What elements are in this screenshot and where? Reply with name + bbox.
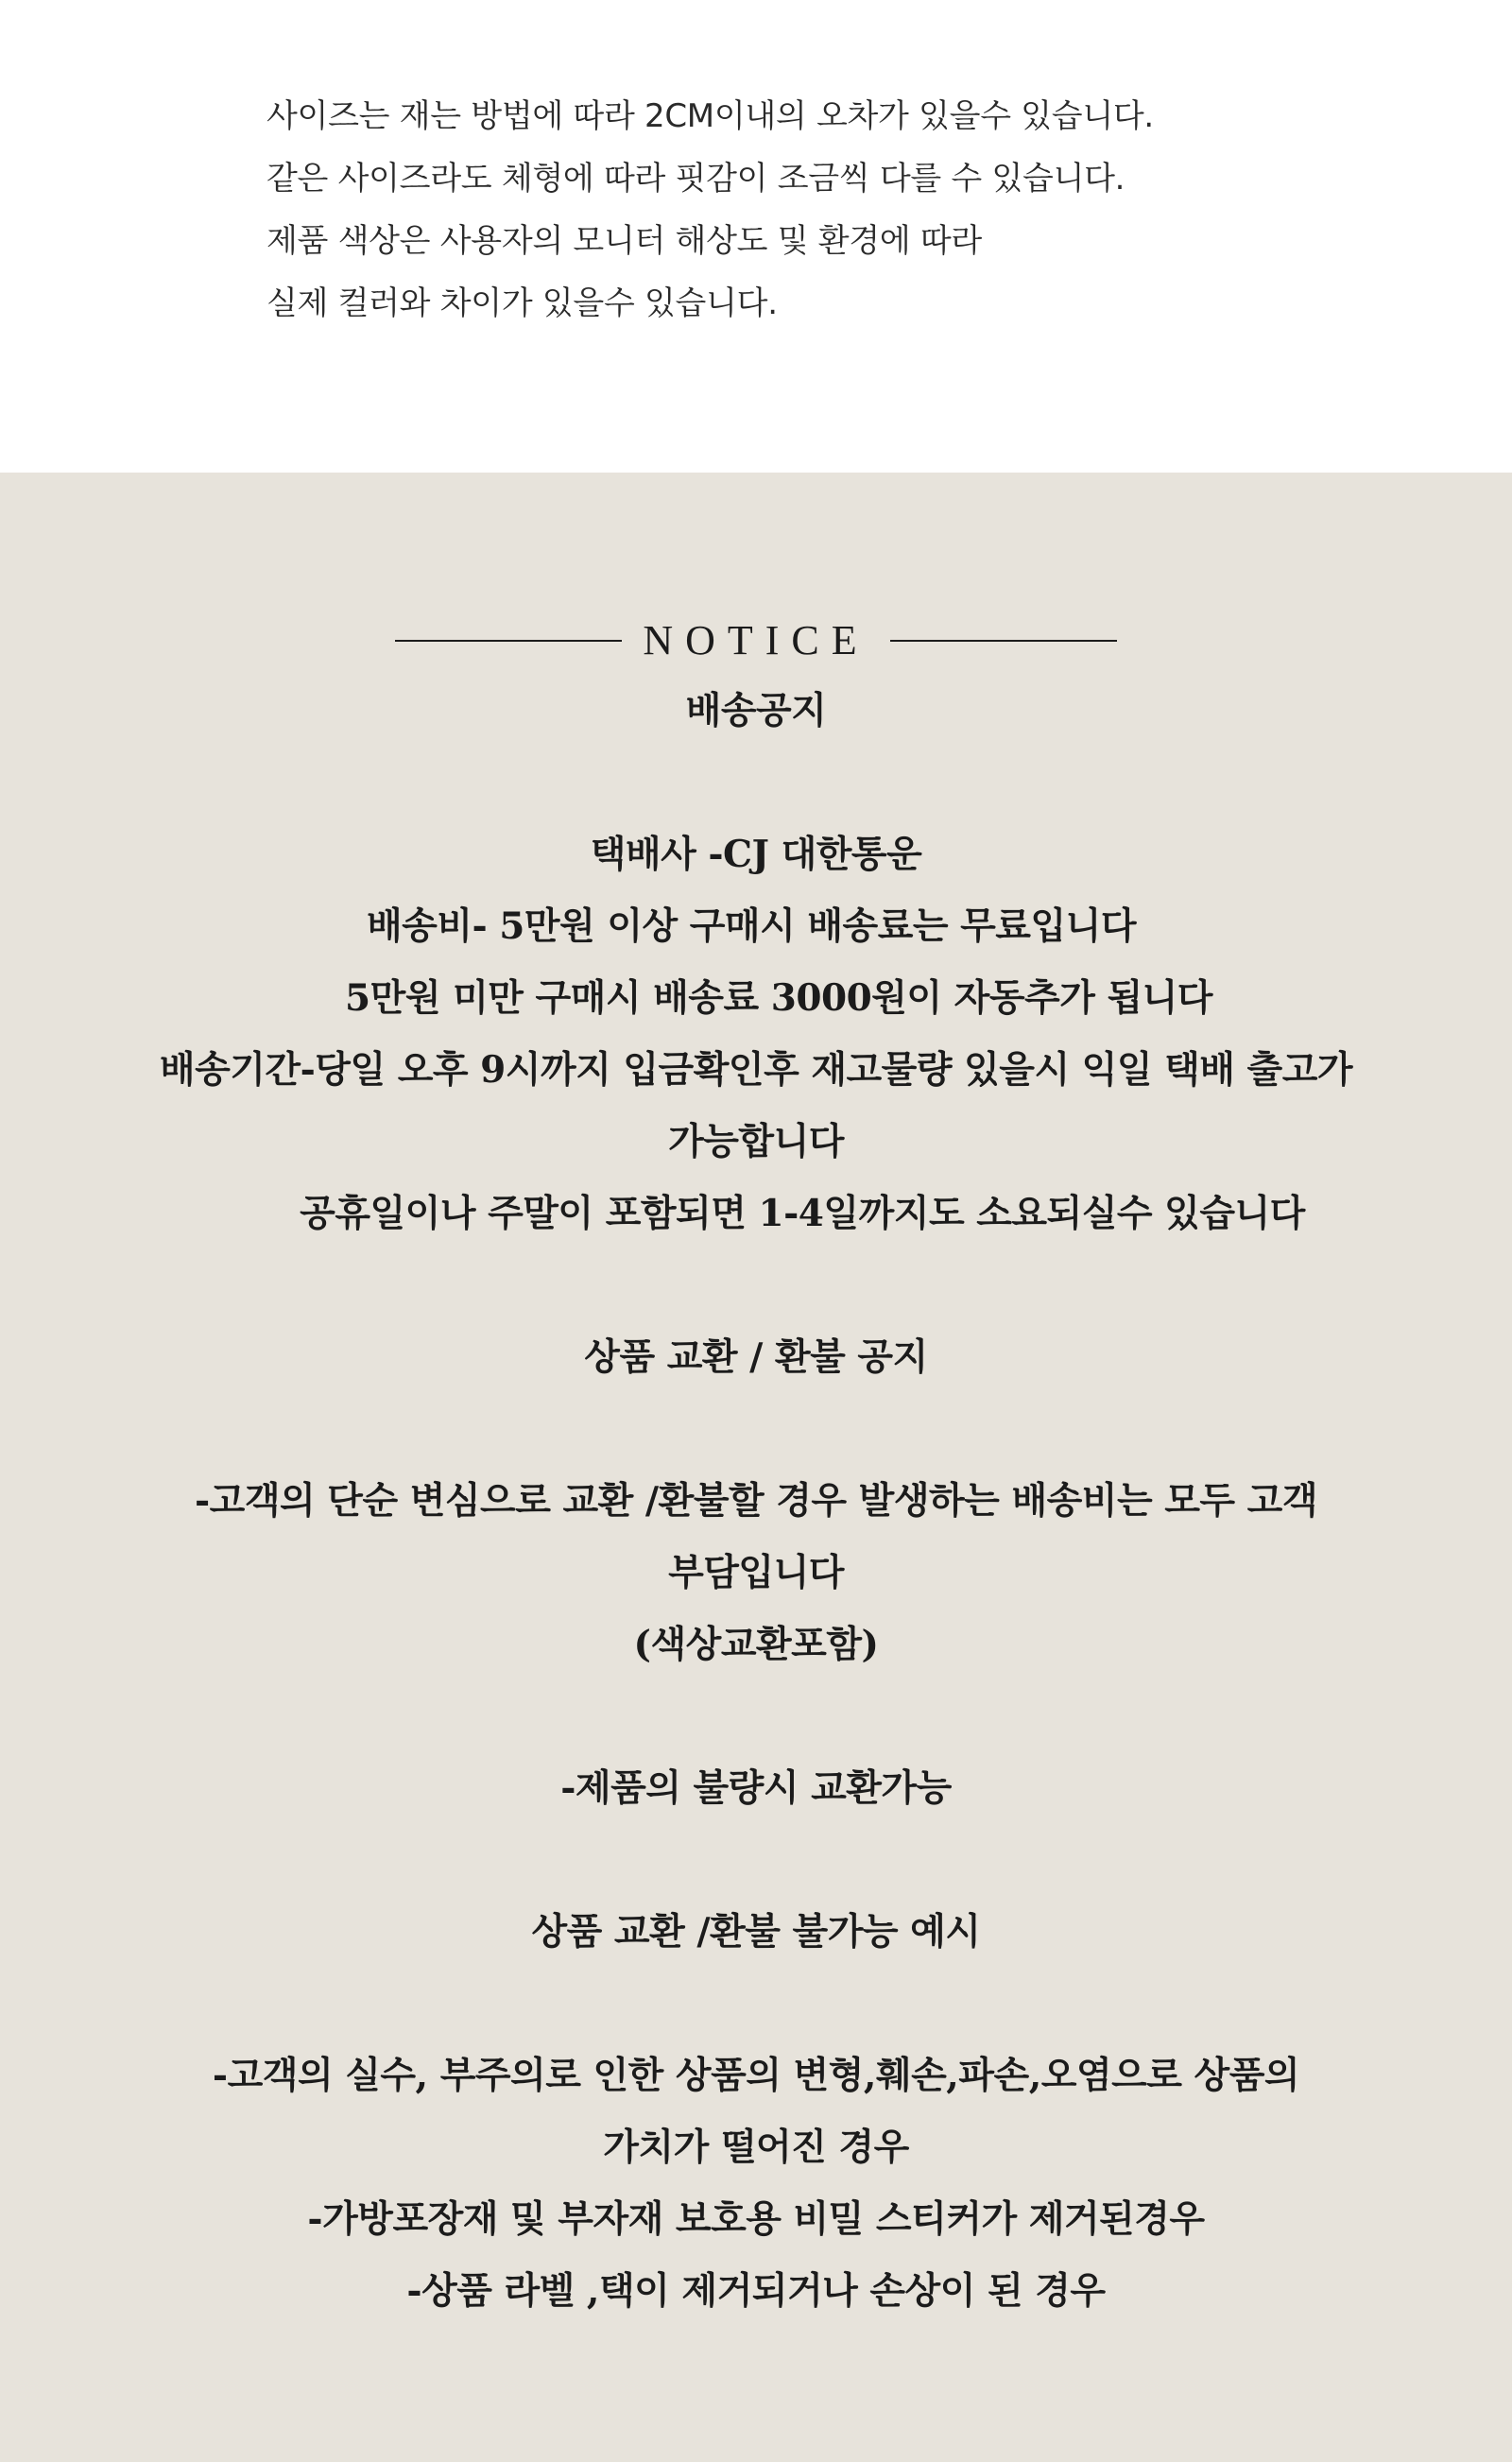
courier-line: 택배사 -CJ 대한통운 xyxy=(590,833,922,876)
shipping-notice-title: 배송공지 xyxy=(685,689,827,732)
notice-heading-text: NOTICE xyxy=(643,616,869,663)
size-notes-section xyxy=(0,0,1512,473)
shipping-period-line: 배송기간-당일 오후 9시까지 입금확인후 재고물량 있을시 익일 택배 출고가 xyxy=(159,1048,1353,1092)
unavailable-line-4: -상품 라벨 ,택이 제거되거나 손상이 된 경우 xyxy=(406,2269,1106,2313)
size-note-line: 실제 컬러와 차이가 있을수 있습니다. xyxy=(266,284,778,322)
shipping-fee-line: 배송비- 5만원 이상 구매시 배송료는 무료입니다 xyxy=(366,904,1137,948)
unavailable-line-3: -가방포장재 및 부자재 보호용 비밀 스티커가 제거된경우 xyxy=(307,2197,1205,2241)
size-notes xyxy=(266,85,1353,335)
exchange-line-3: (색상교환포함) xyxy=(633,1623,879,1666)
exchange-line: -고객의 단순 변심으로 교환 /환불할 경우 발생하는 배송비는 모두 고객 xyxy=(194,1479,1317,1523)
shipping-period-line-3: 공휴일이나 주말이 포함되면 1-4일까지도 소요되실수 있습니다 xyxy=(300,1192,1305,1235)
exchange-notice-title: 상품 교환 / 환불 공지 xyxy=(584,1335,928,1379)
defect-exchange-line: -제품의 불량시 교환가능 xyxy=(560,1766,952,1810)
size-note-line: 사이즈는 재는 방법에 따라 2CM이내의 오차가 있을수 있습니다. xyxy=(266,97,1154,135)
shipping-fee-line-2: 5만원 미만 구매시 배송료 3000원이 자동추가 됩니다 xyxy=(345,976,1212,1020)
heading-rule-right xyxy=(890,640,1117,642)
size-note-line: 같은 사이즈라도 체형에 따라 핏감이 조금씩 다를 수 있습니다. xyxy=(266,160,1125,198)
unavailable-title: 상품 교환 /환불 불가능 예시 xyxy=(531,1910,981,1954)
size-note-line: 제품 색상은 사용자의 모니터 해상도 및 환경에 따라 xyxy=(266,222,982,260)
heading-rule-left xyxy=(395,640,622,642)
unavailable-line: -고객의 실수, 부주의로 인한 상품의 변형,훼손,파손,오염으로 상품의 xyxy=(212,2054,1300,2097)
shipping-period-line-2: 가능합니다 xyxy=(668,1120,844,1163)
notice-heading xyxy=(0,601,1512,677)
notice-section xyxy=(0,473,1512,2462)
unavailable-line-2: 가치가 떨어진 경우 xyxy=(603,2126,909,2169)
exchange-line-2: 부담입니다 xyxy=(668,1551,844,1594)
